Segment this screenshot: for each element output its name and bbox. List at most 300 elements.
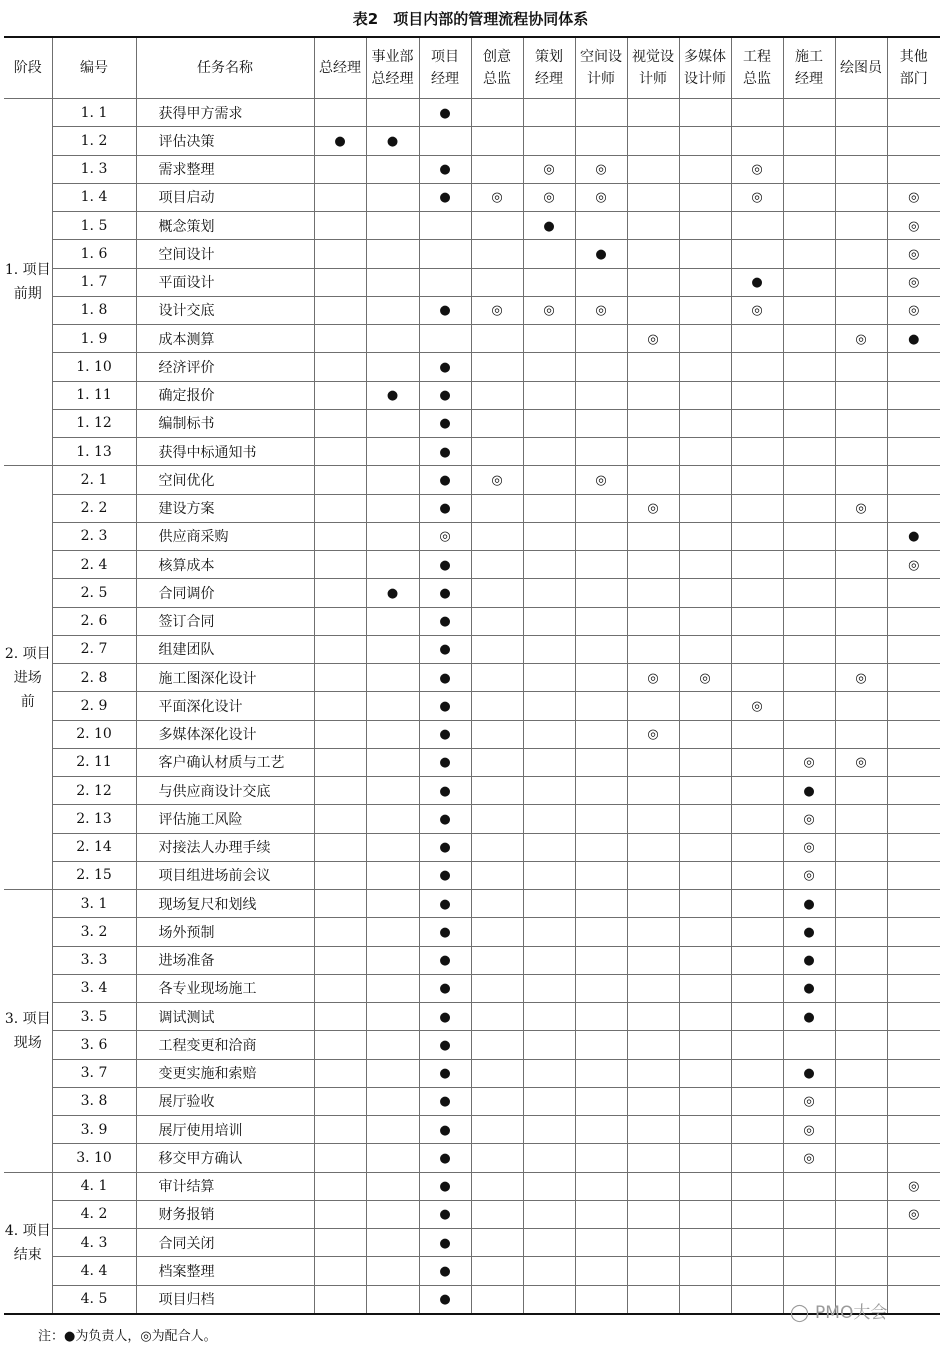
task-name: 评估决策 — [136, 127, 314, 155]
table-row — [4, 1003, 940, 1031]
role-cell — [523, 833, 575, 861]
task-name: 多媒体深化设计 — [136, 720, 314, 748]
role-cell — [835, 1059, 887, 1087]
assist-circle-icon: ◎ — [595, 472, 607, 488]
role-cell — [419, 99, 471, 127]
role-cell — [783, 127, 835, 155]
lead-dot-icon: ● — [439, 472, 451, 488]
role-cell — [523, 1087, 575, 1115]
role-cell — [835, 522, 887, 550]
role-cell — [731, 833, 783, 861]
role-cell — [471, 1087, 523, 1115]
table-row — [4, 183, 940, 211]
role-cell — [627, 551, 679, 579]
role-cell — [887, 551, 940, 579]
role-cell — [679, 1031, 731, 1059]
table-row — [4, 1257, 940, 1285]
role-cell — [419, 381, 471, 409]
table-row — [4, 268, 940, 296]
role-cell — [419, 748, 471, 776]
lead-dot-icon: ● — [439, 698, 451, 714]
role-cell — [835, 381, 887, 409]
role-cell — [419, 1059, 471, 1087]
role-cell — [731, 805, 783, 833]
role-cell — [471, 1285, 523, 1314]
role-cell — [679, 861, 731, 889]
role-cell — [523, 522, 575, 550]
role-cell — [471, 127, 523, 155]
assist-circle-icon: ◎ — [855, 331, 867, 347]
assist-circle-icon: ◎ — [855, 755, 867, 771]
task-name: 签订合同 — [136, 607, 314, 635]
task-number: 2. 3 — [52, 522, 136, 550]
role-cell — [523, 607, 575, 635]
role-cell — [887, 579, 940, 607]
lead-dot-icon: ● — [803, 981, 815, 997]
role-cell — [366, 99, 419, 127]
role-cell — [471, 325, 523, 353]
role-cell — [679, 240, 731, 268]
lead-dot-icon: ● — [386, 585, 399, 601]
role-cell — [835, 946, 887, 974]
task-name: 合同关闭 — [136, 1229, 314, 1257]
task-name: 建设方案 — [136, 494, 314, 522]
role-cell — [575, 1087, 627, 1115]
lead-dot-icon: ● — [543, 218, 555, 234]
stage-text: 进场 — [13, 669, 42, 686]
role-cell — [366, 579, 419, 607]
role-cell — [679, 155, 731, 183]
role-cell — [419, 1229, 471, 1257]
role-cell — [366, 861, 419, 889]
role-cell — [731, 918, 783, 946]
role-cell — [627, 99, 679, 127]
role-cell — [731, 1172, 783, 1200]
role-cell — [523, 664, 575, 692]
lead-dot-icon: ● — [908, 529, 920, 545]
lead-dot-icon: ● — [439, 670, 451, 686]
table-row — [4, 890, 940, 918]
task-number: 2. 5 — [52, 579, 136, 607]
role-cell — [471, 1116, 523, 1144]
header-text: 计师 — [587, 71, 615, 87]
assist-circle-icon: ◎ — [803, 868, 815, 884]
task-name: 项目组进场前会议 — [136, 861, 314, 889]
role-cell — [471, 805, 523, 833]
table-row — [4, 240, 940, 268]
role-cell — [419, 635, 471, 663]
role-cell — [471, 918, 523, 946]
column-header — [523, 37, 575, 99]
role-cell — [835, 664, 887, 692]
task-number: 2. 10 — [52, 720, 136, 748]
role-cell — [575, 212, 627, 240]
task-number: 1. 3 — [52, 155, 136, 183]
task-number: 3. 5 — [52, 1003, 136, 1031]
lead-dot-icon: ● — [439, 1066, 451, 1082]
role-cell — [627, 353, 679, 381]
header-text: 总监 — [483, 71, 511, 87]
task-name: 与供应商设计交底 — [136, 777, 314, 805]
role-cell — [314, 296, 366, 324]
header-text: 经理 — [795, 71, 823, 87]
role-cell — [679, 381, 731, 409]
role-cell — [523, 861, 575, 889]
role-cell — [679, 946, 731, 974]
role-cell — [835, 692, 887, 720]
role-cell — [366, 1031, 419, 1059]
role-cell — [887, 1003, 940, 1031]
role-cell — [419, 466, 471, 494]
header-text: 空间设 — [580, 49, 622, 65]
lead-dot-icon: ● — [751, 275, 763, 291]
role-cell — [471, 1031, 523, 1059]
role-cell — [731, 409, 783, 437]
task-number: 2. 9 — [52, 692, 136, 720]
table-row — [4, 635, 940, 663]
lead-dot-icon: ● — [803, 896, 815, 912]
role-cell — [366, 1087, 419, 1115]
role-cell — [419, 438, 471, 466]
role-cell — [314, 1285, 366, 1314]
lead-dot-icon: ● — [439, 1179, 451, 1195]
role-cell — [471, 183, 523, 211]
lead-dot-icon: ● — [803, 1009, 815, 1025]
assist-circle-icon: ◎ — [908, 1207, 920, 1223]
task-number: 1. 2 — [52, 127, 136, 155]
role-cell — [575, 522, 627, 550]
role-cell — [314, 1087, 366, 1115]
role-cell — [887, 833, 940, 861]
role-cell — [783, 918, 835, 946]
assist-circle-icon: ◎ — [491, 472, 503, 488]
table-row — [4, 409, 940, 437]
role-cell — [627, 1144, 679, 1172]
role-cell — [887, 1285, 940, 1314]
role-cell — [627, 1285, 679, 1314]
role-cell — [679, 494, 731, 522]
role-cell — [627, 127, 679, 155]
role-cell — [471, 692, 523, 720]
lead-dot-icon: ● — [439, 444, 451, 460]
role-cell — [783, 99, 835, 127]
lead-dot-icon: ● — [386, 388, 399, 404]
role-cell — [627, 692, 679, 720]
role-cell — [627, 635, 679, 663]
task-number: 1. 9 — [52, 325, 136, 353]
role-cell — [679, 918, 731, 946]
role-cell — [575, 635, 627, 663]
role-cell — [887, 296, 940, 324]
task-name: 核算成本 — [136, 551, 314, 579]
role-cell — [366, 325, 419, 353]
role-cell — [783, 861, 835, 889]
task-name: 审计结算 — [136, 1172, 314, 1200]
role-cell — [627, 381, 679, 409]
role-cell — [783, 183, 835, 211]
role-cell — [887, 974, 940, 1002]
task-name: 合同调价 — [136, 579, 314, 607]
role-cell — [471, 1172, 523, 1200]
assist-circle-icon: ◎ — [908, 190, 920, 206]
task-name: 平面深化设计 — [136, 692, 314, 720]
role-cell — [523, 720, 575, 748]
role-cell — [575, 805, 627, 833]
role-cell — [366, 805, 419, 833]
role-cell — [314, 1059, 366, 1087]
task-name: 对接法人办理手续 — [136, 833, 314, 861]
task-name: 各专业现场施工 — [136, 974, 314, 1002]
assist-circle-icon: ◎ — [699, 670, 711, 686]
role-cell — [419, 268, 471, 296]
role-cell — [783, 438, 835, 466]
task-number: 3. 6 — [52, 1031, 136, 1059]
role-cell — [627, 494, 679, 522]
role-cell — [366, 946, 419, 974]
role-cell — [783, 748, 835, 776]
table-row — [4, 748, 940, 776]
role-cell — [314, 99, 366, 127]
role-cell — [575, 890, 627, 918]
role-cell — [366, 438, 419, 466]
lead-dot-icon: ● — [439, 1150, 451, 1166]
role-cell — [575, 1116, 627, 1144]
assist-circle-icon: ◎ — [855, 501, 867, 517]
role-cell — [419, 240, 471, 268]
role-cell — [627, 720, 679, 748]
role-cell — [366, 212, 419, 240]
process-matrix-table — [4, 36, 940, 1315]
role-cell — [575, 1144, 627, 1172]
role-cell — [419, 1031, 471, 1059]
role-cell — [783, 494, 835, 522]
assist-circle-icon: ◎ — [908, 303, 920, 319]
role-cell — [783, 268, 835, 296]
table-row — [4, 522, 940, 550]
task-name: 编制标书 — [136, 409, 314, 437]
role-cell — [575, 155, 627, 183]
role-cell — [471, 522, 523, 550]
role-cell — [366, 890, 419, 918]
role-cell — [887, 607, 940, 635]
role-cell — [627, 861, 679, 889]
role-cell — [471, 240, 523, 268]
role-cell — [835, 777, 887, 805]
task-number: 1. 6 — [52, 240, 136, 268]
role-cell — [627, 1172, 679, 1200]
role-cell — [783, 607, 835, 635]
stage-cell — [4, 1172, 52, 1314]
role-cell — [314, 1003, 366, 1031]
role-cell — [679, 1257, 731, 1285]
role-cell — [523, 1200, 575, 1228]
role-cell — [783, 946, 835, 974]
role-cell — [366, 1229, 419, 1257]
role-cell — [835, 833, 887, 861]
assist-circle-icon: ◎ — [803, 755, 815, 771]
task-number: 4. 1 — [52, 1172, 136, 1200]
role-cell — [835, 1172, 887, 1200]
role-cell — [471, 438, 523, 466]
lead-dot-icon: ● — [334, 133, 346, 149]
role-cell — [523, 325, 575, 353]
header-text: 工程 — [743, 49, 771, 65]
role-cell — [314, 268, 366, 296]
role-cell — [523, 438, 575, 466]
role-cell — [731, 99, 783, 127]
role-cell — [783, 1087, 835, 1115]
role-cell — [731, 268, 783, 296]
role-cell — [679, 833, 731, 861]
role-cell — [419, 1200, 471, 1228]
task-number: 1. 12 — [52, 409, 136, 437]
task-name: 确定报价 — [136, 381, 314, 409]
role-cell — [366, 1200, 419, 1228]
role-cell — [419, 1087, 471, 1115]
role-cell — [679, 777, 731, 805]
role-cell — [783, 381, 835, 409]
role-cell — [314, 1031, 366, 1059]
role-cell — [314, 551, 366, 579]
assist-circle-icon: ◎ — [595, 303, 607, 319]
header-text: 计师 — [639, 71, 667, 87]
role-cell — [835, 353, 887, 381]
table-row — [4, 833, 940, 861]
role-cell — [366, 664, 419, 692]
role-cell — [627, 1200, 679, 1228]
role-cell — [887, 805, 940, 833]
role-cell — [887, 325, 940, 353]
role-cell — [366, 353, 419, 381]
task-number: 2. 4 — [52, 551, 136, 579]
role-cell — [887, 946, 940, 974]
role-cell — [731, 1144, 783, 1172]
role-cell — [419, 777, 471, 805]
role-cell — [731, 1003, 783, 1031]
role-cell — [523, 268, 575, 296]
role-cell — [783, 720, 835, 748]
assist-circle-icon: ◎ — [439, 529, 451, 545]
task-number: 2. 6 — [52, 607, 136, 635]
role-cell — [575, 127, 627, 155]
role-cell — [731, 381, 783, 409]
role-cell — [627, 607, 679, 635]
role-cell — [679, 99, 731, 127]
table-title: 表2 项目内部的管理流程协同体系 — [352, 10, 589, 28]
role-cell — [471, 579, 523, 607]
role-cell — [783, 325, 835, 353]
stage-cell — [4, 466, 52, 890]
role-cell — [523, 918, 575, 946]
table-row — [4, 1200, 940, 1228]
role-cell — [366, 1285, 419, 1314]
role-cell — [783, 1059, 835, 1087]
role-cell — [783, 974, 835, 1002]
header-text: 部门 — [899, 71, 928, 87]
role-cell — [523, 183, 575, 211]
role-cell — [835, 466, 887, 494]
role-cell — [627, 155, 679, 183]
column-header — [731, 37, 783, 99]
lead-dot-icon: ● — [439, 585, 451, 601]
footnote: 注：●为负责人，◎为配合人。 — [38, 1329, 217, 1344]
table-row — [4, 155, 940, 183]
role-cell — [835, 551, 887, 579]
role-cell — [731, 494, 783, 522]
table-row — [4, 438, 940, 466]
task-number: 3. 2 — [52, 918, 136, 946]
task-name: 空间设计 — [136, 240, 314, 268]
assist-circle-icon: ◎ — [543, 162, 555, 178]
role-cell — [366, 1144, 419, 1172]
role-cell — [835, 1144, 887, 1172]
task-number: 4. 3 — [52, 1229, 136, 1257]
task-number: 2. 14 — [52, 833, 136, 861]
table-row — [4, 579, 940, 607]
role-cell — [575, 381, 627, 409]
assist-circle-icon: ◎ — [595, 190, 607, 206]
task-name: 评估施工风险 — [136, 805, 314, 833]
role-cell — [419, 1144, 471, 1172]
assist-circle-icon: ◎ — [595, 162, 607, 178]
role-cell — [627, 1257, 679, 1285]
task-name: 财务报销 — [136, 1200, 314, 1228]
role-cell — [366, 381, 419, 409]
role-cell — [314, 1257, 366, 1285]
role-cell — [783, 777, 835, 805]
role-cell — [575, 99, 627, 127]
lead-dot-icon: ● — [439, 840, 451, 856]
assist-circle-icon: ◎ — [908, 218, 920, 234]
role-cell — [887, 890, 940, 918]
role-cell — [835, 438, 887, 466]
role-cell — [314, 635, 366, 663]
role-cell — [366, 127, 419, 155]
column-header — [52, 37, 136, 99]
role-cell — [314, 692, 366, 720]
role-cell — [627, 974, 679, 1002]
role-cell — [366, 607, 419, 635]
role-cell — [314, 777, 366, 805]
role-cell — [627, 522, 679, 550]
role-cell — [523, 635, 575, 663]
role-cell — [835, 99, 887, 127]
role-cell — [783, 409, 835, 437]
role-cell — [314, 1229, 366, 1257]
role-cell — [366, 748, 419, 776]
lead-dot-icon: ● — [386, 133, 399, 149]
role-cell — [575, 494, 627, 522]
assist-circle-icon: ◎ — [803, 1150, 815, 1166]
role-cell — [835, 268, 887, 296]
role-cell — [887, 155, 940, 183]
role-cell — [887, 635, 940, 663]
role-cell — [419, 918, 471, 946]
role-cell — [835, 1229, 887, 1257]
role-cell — [366, 522, 419, 550]
lead-dot-icon: ● — [439, 105, 451, 121]
assist-circle-icon: ◎ — [543, 190, 555, 206]
task-number: 1. 13 — [52, 438, 136, 466]
role-cell — [731, 890, 783, 918]
table-row — [4, 1172, 940, 1200]
role-cell — [679, 805, 731, 833]
header-text: 阶段 — [13, 60, 42, 76]
role-cell — [679, 1285, 731, 1314]
lead-dot-icon: ● — [439, 1094, 451, 1110]
role-cell — [419, 861, 471, 889]
role-cell — [314, 805, 366, 833]
